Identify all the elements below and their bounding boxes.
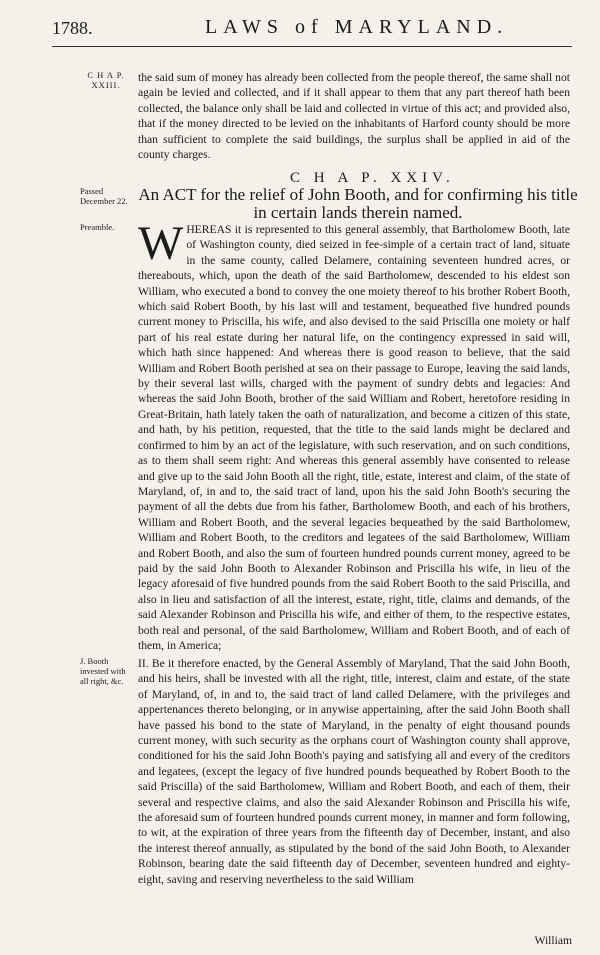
margin-note-passed: Passed December 22. — [80, 186, 128, 206]
page-year: 1788. — [52, 18, 93, 38]
catchword: William — [534, 934, 572, 947]
margin-note-chap: C H A P. XXIII. — [87, 70, 125, 90]
margin-note-jbooth: J. Booth invested with all right, &c. — [80, 656, 126, 686]
preamble-paragraph — [138, 217, 570, 653]
drop-cap: W — [138, 217, 184, 270]
page-header — [0, 8, 600, 40]
continuation-paragraph: the said sum of money has already been collected from the people thereof, the same shall not again be levied and collected, and if it shall appear to them that any part thereof hath been collected, the balance only shall be laid and collected in virtue of this act; and provided also, that if the money directed to be levied on the inhabitants of Harford county should be more than sufficient to complete the said buildings, the surplus shall be applied in aid of the county charges. — [138, 71, 570, 162]
chapter-heading: C H A P. XXIV. — [290, 170, 455, 186]
running-title: LAWS of MARYLAND. — [205, 16, 509, 38]
preamble-text: HEREAS it is represented to this general assembly, that Bartholomew Booth, late of Washington county, died seized in fee-simple of a certain tract of land, situate in the same county, called Delamere, containing seventeen hundred acres, or thereabouts, which, upon the death of the said Bartholomew, descended to his eldest son William, who executed a bond to convey the one moiety thereof to his brother Robert Booth, which said Robert Booth, by his last will and testament, bequeathed five hundred pounds current money to Priscilla, his wife, and also devised to the said Priscilla one moiety or half part of his real estate during her natural life, on the contingency expressed in said will, which hath since happened: And whereas there is good reason to believe, that the said William and Robert Booth perished at sea on their passage to Europe, leaving the said lands, by their several last wills, charged with the payment of sundry debts and legacies: And whereas the said John Booth, brother of the said William and Robert, heretofore residing in Great-Britain, hath lately taken the oath of naturalization, and become a citizen of this state, and hath, by his petition, requested, that the title to the said lands might be declared and confirmed to him by an act of the legislature, with such reservation, and on such conditions, as to them shall seem right: And whereas this general assembly have consented to release and give up to the said John Booth all the right, title, estate, interest and claim, of the state of Maryland, of, in and to, the said tract of land, upon his the said John Booth's securing the payment of all the debts due from his father, Bartholomew Booth, and each of his brothers, William and Robert Booth, and the several legacies bequeathed by the said Bartholomew, William and Robert Booth, to the creditors and legatees of the said Bartholomew, William and Robert Booth, and also the sum of fourteen hundred pounds current money, agreed to be paid by the said John Booth to Alexander Robinson and Priscilla his wife, in lieu of the legacy aforesaid of five hundred pounds from the said Robert Booth to the said Priscilla, and also in lieu and satisfaction of all the interest, estate, right, title, claims and demands, of the said Alexander Robinson and Priscilla his wife, and either of them, to the respective estates, both real and personal, of the said Bartholomew, William and Robert Booth, and of each of them, in America; — [138, 223, 570, 652]
header-rule — [52, 46, 572, 47]
act-title: An ACT for the relief of John Booth, and for confirming his title in certain lands therein named. — [138, 185, 578, 222]
margin-note-preamble: Preamble. — [80, 222, 115, 232]
section-ii-paragraph: II. Be it therefore enacted, by the General Assembly of Maryland, That the said John Booth, and his heirs, shall be invested with all the right, title, interest, claim and estate, of the state of Maryland, of, in and to, the said tract of land called Delamere, with the privileges and appertenances thereto belonging, or in anywise appertaining, after the said John Booth shall have passed his bond to the state of Maryland, in the penalty of eight thousand pounds current money, with such security as the orphans court of Washington county shall approve, conditioned for his the said John Booth's paying and satisfying all and every of the creditors and legatees, (except the legacy of five hundred pounds bequeathed by Robert Booth to the said Priscilla) of the said Bartholomew, William and Robert Booth, and each of them, their several and respective claims, and also the said Alexander Robinson and Priscilla his wife, the aforesaid sum of fourteen hundred pounds current money, in manner and form following, to wit, at the expiration of three years from the fifteenth day of December, instant, and also the interest thereof annually, as stipulated by the bond of the said John Booth, to Alexander Robinson, bearing date the said fifteenth day of December, seventeen hundred and eighty-eight, saving and reserving nevertheless to the said William — [138, 657, 570, 886]
